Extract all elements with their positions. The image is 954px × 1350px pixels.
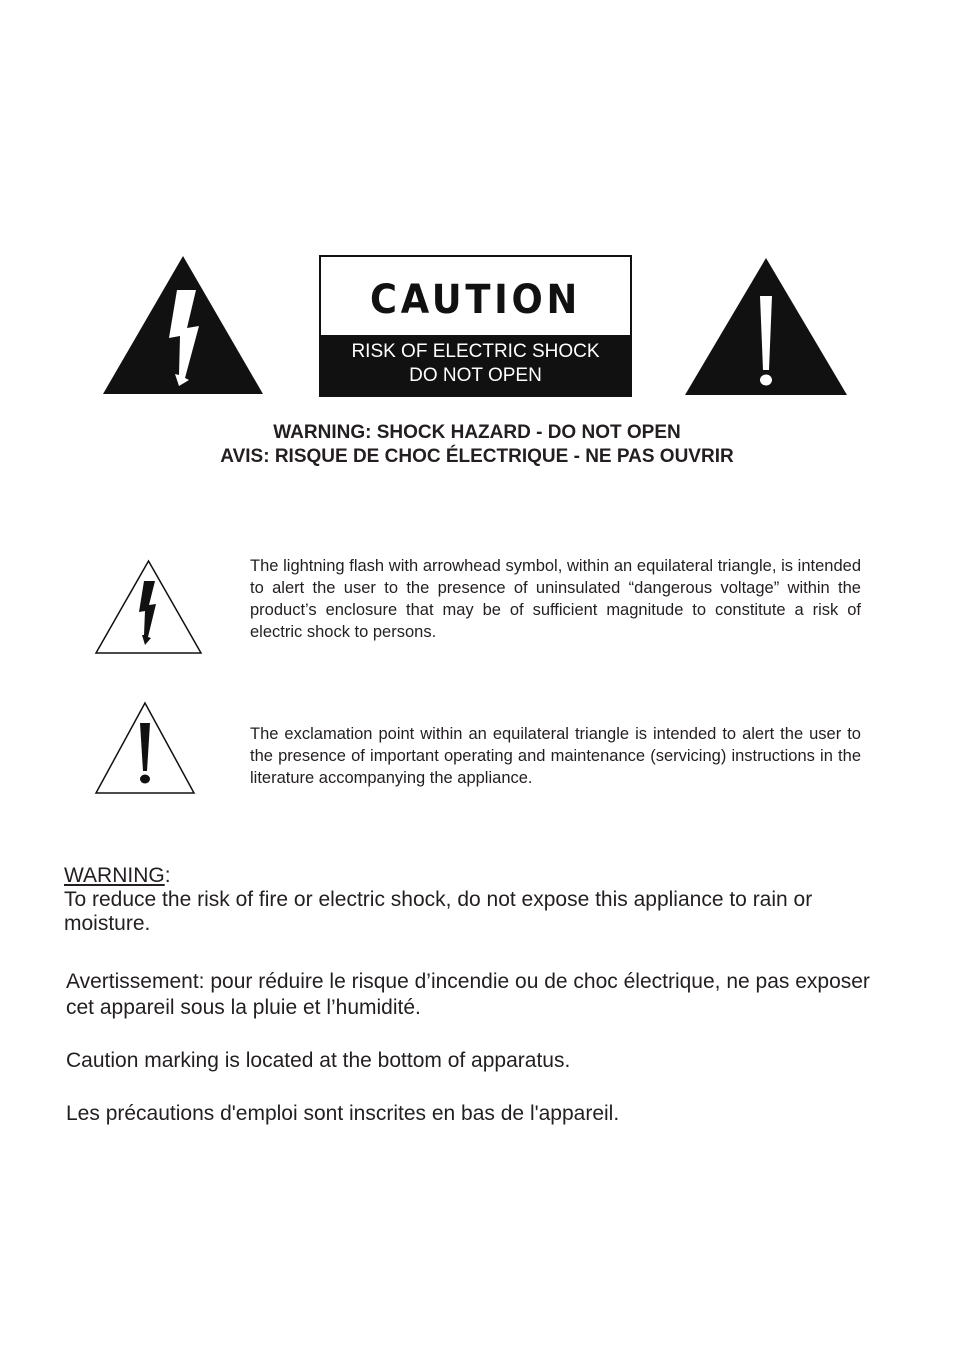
warning-colon: : bbox=[164, 864, 171, 887]
warning-heading-line bbox=[64, 864, 874, 888]
caution-marking-french: Les précautions d'emploi sont inscrites en bas de l'appareil. bbox=[66, 1102, 620, 1125]
hazard-warning-french: AVIS: RISQUE DE CHOC ÉLECTRIQUE - NE PAS OUVRIR bbox=[220, 446, 734, 467]
caution-band bbox=[321, 335, 630, 395]
caution-label bbox=[319, 255, 632, 397]
warning-heading: WARNING bbox=[64, 864, 165, 887]
exclamation-triangle-small-icon bbox=[94, 701, 196, 795]
lightning-triangle-small-icon bbox=[94, 559, 203, 655]
hazard-warning-english: WARNING: SHOCK HAZARD - DO NOT OPEN bbox=[273, 422, 681, 443]
warning-text: To reduce the risk of fire or electric shock, do not expose this appliance to rain or moisture. bbox=[64, 888, 813, 935]
caution-line-2: DO NOT OPEN bbox=[409, 365, 542, 386]
exclamation-symbol-description: The exclamation point within an equilateral triangle is intended to alert the user to the presence of important operating and maintenance (servicing) instructions in the literature accompanying the appliance. bbox=[250, 725, 861, 787]
lightning-triangle-icon bbox=[101, 254, 265, 396]
avertissement-paragraph: Avertissement: pour réduire le risque d’incendie ou de choc électrique, ne pas exposer cet appareil sous la pluie et l’humidité. bbox=[66, 970, 870, 1019]
exclamation-triangle-icon bbox=[683, 256, 849, 397]
caution-marking-english: Caution marking is located at the bottom of apparatus. bbox=[66, 1049, 571, 1072]
hazard-warning bbox=[0, 421, 954, 469]
warning-section bbox=[64, 864, 874, 936]
caution-title: CAUTION bbox=[370, 277, 581, 323]
caution-line-1: RISK OF ELECTRIC SHOCK bbox=[351, 341, 600, 362]
lightning-symbol-description: The lightning flash with arrowhead symbol, within an equilateral triangle, is intended to alert the user to the presence of uninsulated “dangerous voltage” within the product’s enclosure that may be of sufficient magnitude to constitute a risk of electric shock to persons. bbox=[250, 557, 861, 641]
